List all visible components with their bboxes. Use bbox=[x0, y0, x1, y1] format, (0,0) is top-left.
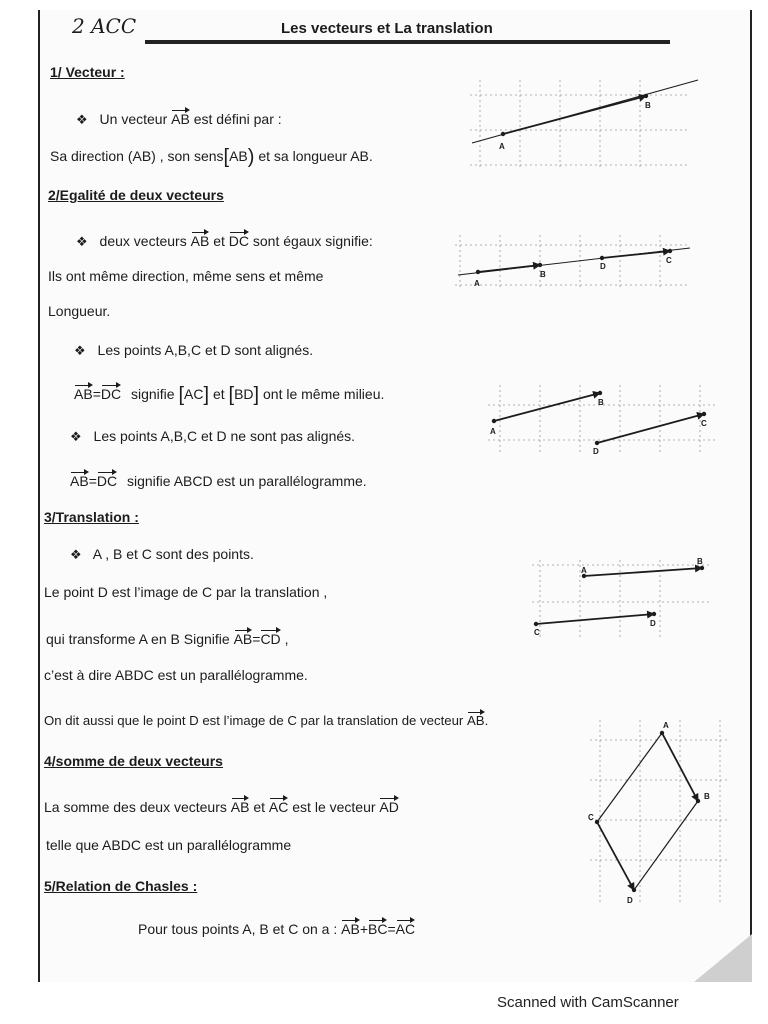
vector-dc: DC bbox=[101, 383, 121, 402]
text: et bbox=[213, 233, 225, 249]
equals: = bbox=[92, 386, 101, 402]
text: deux vecteurs bbox=[99, 233, 187, 249]
bullet-icon: ❖ bbox=[76, 112, 88, 127]
figure-3-parallelogram bbox=[488, 385, 715, 456]
text: A , B et C sont des points. bbox=[92, 546, 254, 562]
s2-line-1: Ils ont même direction, même sens et même bbox=[48, 268, 324, 284]
section-3-heading: 3/Translation : bbox=[44, 509, 139, 525]
text: Un vecteur bbox=[99, 111, 168, 127]
bullet-icon: ❖ bbox=[76, 234, 88, 249]
s2-line-2: Longueur. bbox=[48, 303, 111, 319]
section-5-heading: 5/Relation de Chasles : bbox=[44, 878, 198, 894]
text: signifie ABCD est un parallélogramme. bbox=[127, 473, 367, 489]
vector-ab: AB bbox=[467, 710, 485, 728]
vector-ab: AB bbox=[74, 383, 93, 402]
figure-4-translation bbox=[532, 557, 710, 640]
text: sont égaux signifie: bbox=[252, 233, 373, 249]
vector-ab: AB bbox=[70, 470, 89, 489]
bracket-open: [ bbox=[178, 384, 185, 406]
vector-cd: CD bbox=[260, 628, 280, 647]
s3-line-3: c’est à dire ABDC est un parallélogramme. bbox=[44, 667, 308, 683]
figure-1-vector bbox=[470, 80, 698, 170]
label-b: B bbox=[697, 557, 703, 566]
bullet-icon: ❖ bbox=[70, 547, 82, 562]
page-title: Les vecteurs et La translation bbox=[281, 20, 493, 37]
text: est le vecteur bbox=[292, 799, 376, 815]
label-c: C bbox=[534, 628, 540, 637]
label-c: C bbox=[701, 419, 707, 428]
vector-ab: AB bbox=[171, 108, 190, 127]
bracket-close: ) bbox=[247, 146, 255, 168]
bracket-close: ] bbox=[253, 384, 260, 406]
segment-ab: AB bbox=[229, 148, 248, 164]
label-a: A bbox=[474, 279, 480, 288]
text: et bbox=[253, 799, 266, 815]
text: La somme des deux vecteurs bbox=[44, 799, 227, 815]
label-a: A bbox=[499, 142, 505, 151]
section-2-heading: 2/Egalité de deux vecteurs bbox=[48, 187, 224, 203]
text: ont le même milieu. bbox=[263, 386, 385, 402]
bracket-open: [ bbox=[223, 146, 230, 168]
label-d: D bbox=[627, 896, 633, 905]
text: qui transforme A en B Signifie bbox=[46, 631, 230, 647]
equals: = bbox=[88, 473, 97, 489]
label-a: A bbox=[581, 566, 587, 575]
text: et sa longueur AB. bbox=[258, 148, 373, 164]
figure-5-sum bbox=[588, 720, 728, 905]
s3-line-1: Le point D est l’image de C par la translation , bbox=[44, 584, 328, 600]
vector-dc: DC bbox=[97, 470, 117, 489]
equals: = bbox=[387, 921, 396, 937]
segment-bd: BD bbox=[234, 386, 254, 402]
label-d: D bbox=[593, 447, 599, 456]
vector-ab: AB bbox=[191, 230, 210, 249]
figure-2-aligned bbox=[455, 235, 690, 290]
text: signifie bbox=[131, 386, 175, 402]
label-b: B bbox=[540, 270, 546, 279]
section-4-heading: 4/somme de deux vecteurs bbox=[44, 753, 223, 769]
vector-ad: AD bbox=[379, 796, 398, 815]
vector-bc: BC bbox=[368, 918, 387, 937]
bracket-close: ] bbox=[203, 384, 210, 406]
text: est défini par : bbox=[193, 111, 282, 127]
label-b: B bbox=[598, 398, 604, 407]
vector-dc: DC bbox=[229, 230, 249, 249]
text: Les points A,B,C et D ne sont pas alignés. bbox=[93, 428, 356, 444]
vector-ac: AC bbox=[269, 796, 288, 815]
label-a: A bbox=[490, 427, 496, 436]
label-d: D bbox=[650, 619, 656, 628]
label-b: B bbox=[645, 101, 651, 110]
vector-ab: AB bbox=[234, 628, 253, 647]
text: et bbox=[212, 386, 225, 402]
section-1-heading: 1/ Vecteur : bbox=[50, 64, 125, 80]
plus: + bbox=[359, 921, 368, 937]
label-c: C bbox=[588, 813, 594, 822]
vector-ab: AB bbox=[231, 796, 250, 815]
text: Les points A,B,C et D sont alignés. bbox=[97, 342, 314, 358]
class-label: 2 ACC bbox=[72, 14, 137, 38]
text: Pour tous points A, B et C on a : bbox=[138, 921, 338, 937]
label-a: A bbox=[663, 721, 669, 730]
text: Sa direction (AB) , son sens bbox=[50, 148, 224, 164]
vector-ac: AC bbox=[396, 918, 415, 937]
text: . bbox=[484, 713, 489, 728]
label-b: B bbox=[704, 792, 710, 801]
page-corner-fold bbox=[694, 934, 752, 982]
equals: = bbox=[252, 631, 261, 647]
text: On dit aussi que le point D est l’image de C par la translation de vecteur bbox=[44, 713, 464, 728]
label-d: D bbox=[600, 262, 606, 271]
vector-ab: AB bbox=[341, 918, 360, 937]
label-c: C bbox=[666, 256, 672, 265]
bracket-open: [ bbox=[228, 384, 235, 406]
bullet-icon: ❖ bbox=[74, 343, 86, 358]
segment-ac: AC bbox=[184, 386, 204, 402]
bullet-icon: ❖ bbox=[70, 429, 82, 444]
scanner-watermark: Scanned with CamScanner bbox=[497, 994, 679, 1011]
s4-line-2: telle que ABDC est un parallélogramme bbox=[46, 837, 292, 853]
text: , bbox=[284, 631, 289, 647]
